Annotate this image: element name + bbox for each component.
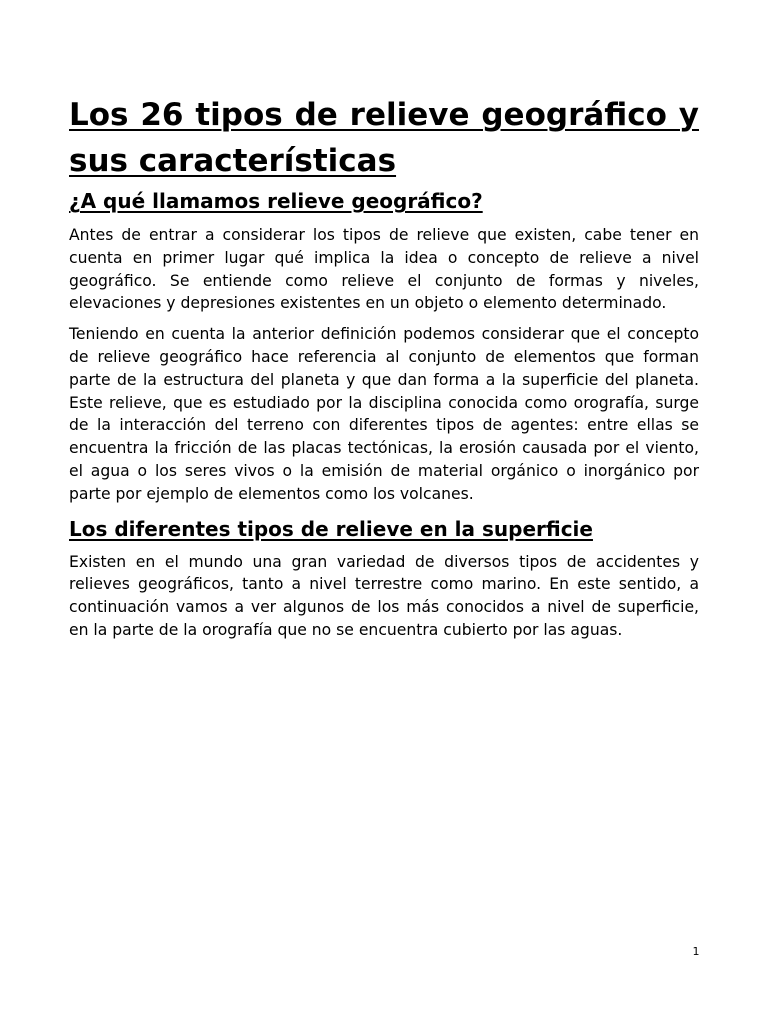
document-title: Los 26 tipos de relieve geográfico y sus características [69,97,699,179]
page-number: 1 [692,945,700,958]
document-page [69,92,699,642]
paragraph-surface-types: Existen en el mundo una gran variedad de diversos tipos de accidentes y relieves geográficos, tanto a nivel terrestre como marino. En este sentido, a continuación vamos a ver algunos de los más conocidos a nivel de superficie, en la parte de la orografía que no se encuentra cubierto por las aguas. [69,552,699,639]
paragraph-definition-detail: Teniendo en cuenta la anterior definición podemos considerar que el concepto de relieve geográfico hace referencia al conjunto de elementos que forman parte de la estructura del planeta y que dan forma a la superficie del planeta. Este relieve, que es estudiado por la disciplina conocida como orografía, surge de la interacción del terreno con diferentes tipos de agentes: entre ellas se encuentra la fricción de las placas tectónicas, la erosión causada por el viento, el agua o los seres vivos o la emisión de material orgánico o inorgánico por parte por ejemplo de elementos como los volcanes. [69,325,699,503]
paragraph-definition-intro: Antes de entrar a considerar los tipos de relieve que existen, cabe tener en cuenta en primer lugar qué implica la idea o concepto de relieve a nivel geográfico. Se entiende como relieve el conjunto de formas y niveles, elevaciones y depresiones existentes en un objeto o elemento determinado. [69,226,699,313]
section-heading-surface-types: Los diferentes tipos de relieve en la superficie [69,516,593,541]
section-heading-definition: ¿A qué llamamos relieve geográfico? [69,189,483,213]
